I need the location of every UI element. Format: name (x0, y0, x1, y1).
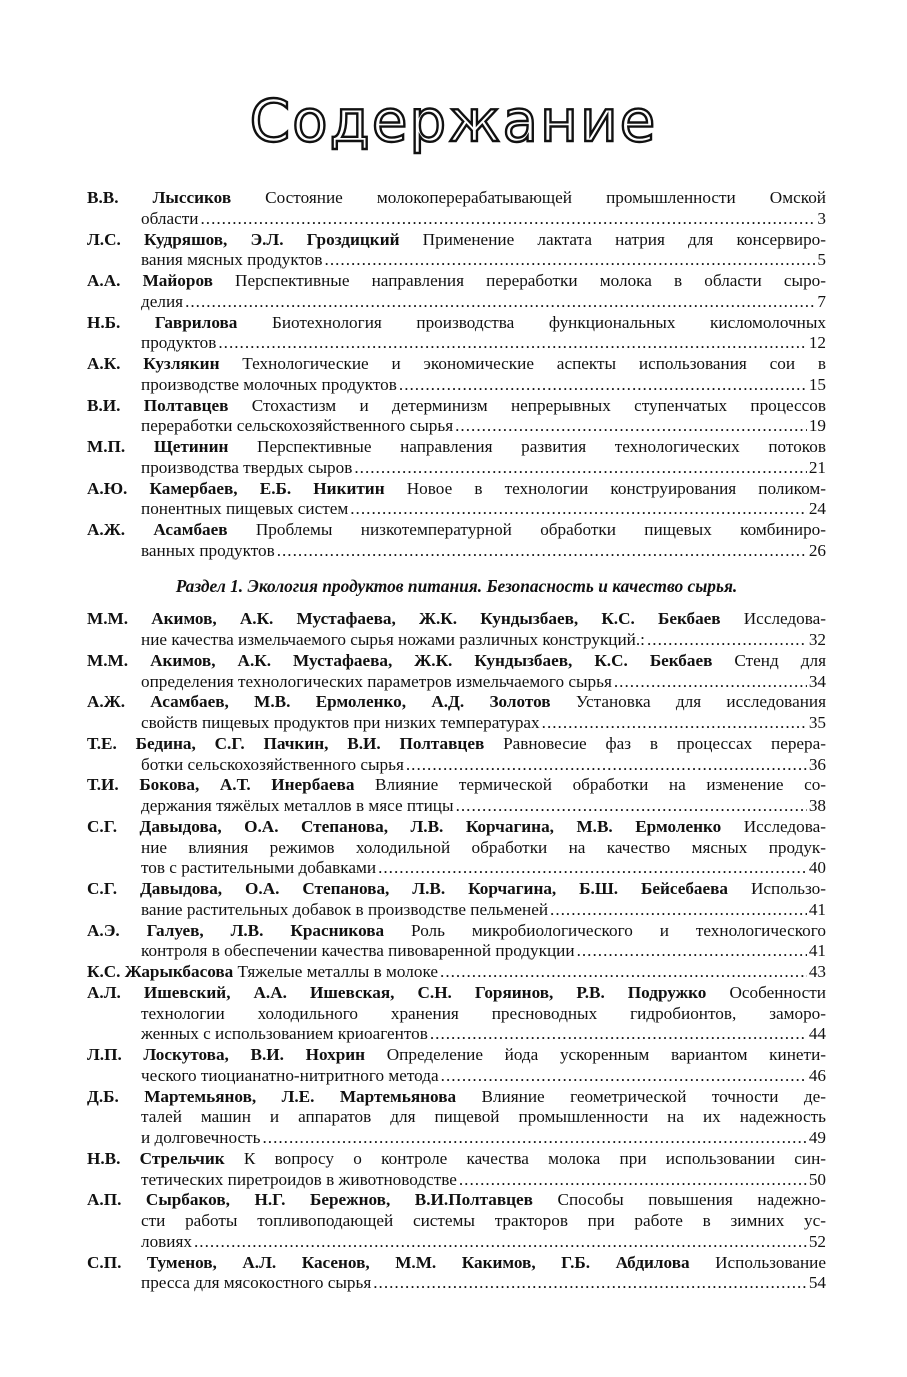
toc-entry-first-line (87, 437, 826, 458)
toc-entry-page: 41 (808, 941, 826, 961)
toc-entry-first-line (87, 609, 827, 630)
toc-entry-title: Новое в технологии конструирования поликом- (384, 478, 826, 498)
dot-leader (373, 1273, 807, 1294)
toc-entry[interactable] (87, 983, 826, 1045)
toc-entry-last-line (141, 1066, 826, 1087)
toc-entry-authors: С.Г. Давыдова, О.А. Степанова, Л.В. Корчагина, М.В. Ермоленко (87, 816, 722, 836)
toc-intro-list (87, 188, 826, 561)
toc-entry-page: 32 (808, 630, 826, 650)
toc-entry-tail: ловиях (141, 1231, 192, 1251)
page-title: Содержание (249, 87, 658, 155)
toc-entry-last-line (141, 941, 826, 962)
toc-entry-tail: понентных пищевых систем (141, 499, 349, 519)
toc-entry-page: 15 (808, 374, 826, 394)
toc-entry-authors: Д.Б. Мартемьянов, Л.Е. Мартемьянова (87, 1086, 457, 1106)
toc-entry-title: Применение лактата натрия для консервиро- (399, 229, 826, 249)
toc-entry-tail: ние качества измельчаемого сырья ножами различных конструкций.: (141, 630, 645, 650)
toc-entry-first-line (87, 520, 826, 541)
toc-entry-title: Состояние молокоперерабатывающей промышленности Омской (231, 188, 826, 207)
toc-entry-title: Способы повышения надежно- (532, 1190, 826, 1210)
toc-entry[interactable] (87, 230, 826, 271)
toc-entry-title: Исследова- (720, 609, 827, 629)
toc-entry-last-line (141, 1232, 826, 1253)
toc-entry-last-line (141, 1170, 826, 1191)
dot-leader (194, 1232, 807, 1253)
toc-entry[interactable] (87, 879, 826, 920)
toc-entry-last-line (141, 630, 826, 651)
toc-entry-tail: ванных продуктов (141, 540, 275, 560)
toc-entry-title: Роль микробиологического и технологического (384, 920, 826, 940)
toc-entry-page: 34 (808, 671, 826, 691)
toc-entry-tail: ческого тиоцианатно-нитритного метода (141, 1065, 439, 1085)
toc-entry-page: 19 (808, 416, 826, 436)
dot-leader (325, 250, 816, 271)
toc-entry-tail: продуктов (141, 333, 217, 353)
toc-entry-tail: переработки сельскохозяйственного сырья (141, 416, 454, 436)
toc-entry-title: Перспективные направления переработки молока в области сыро- (212, 271, 826, 290)
dot-leader (430, 1024, 807, 1045)
toc-entry-last-line (141, 672, 826, 693)
toc-entry[interactable] (87, 1045, 826, 1086)
dot-leader (440, 962, 807, 983)
dot-leader (406, 755, 807, 776)
toc-entry[interactable] (87, 313, 826, 354)
toc-entry-first-line (87, 395, 826, 417)
toc-entry-last-line (141, 416, 826, 437)
toc-entry-page: 40 (808, 858, 826, 878)
toc-entry-first-line (87, 1148, 827, 1170)
toc-entry-tail: ботки сельскохозяйственного сырья (141, 754, 404, 774)
toc-entry[interactable] (87, 479, 826, 520)
toc-entry-tail: производства твердых сыров (141, 457, 353, 477)
toc-entry-tail: и долговечность (141, 1128, 261, 1148)
toc-entry-tail: тов с растительными добавками (141, 858, 377, 878)
toc-entry-first-line (87, 1045, 826, 1066)
toc-entry-authors: А.П. Сырбаков, Н.Г. Бережнов, В.И.Полтавцев (87, 1190, 533, 1210)
toc-entry-tail: пресса для мясокостного сырья (141, 1273, 372, 1293)
toc-entry-authors: М.М. Акимов, А.К. Мустафаева, Ж.К. Кундызбаев, К.С. Бекбаев (87, 650, 713, 670)
toc-entry-title: Стохастизм и детерминизм непрерывных ступенчатых процессов (228, 395, 826, 415)
toc-entry-middle-line: талей машин и аппаратов для пищевой промышленности на их надежность (141, 1107, 826, 1127)
dot-leader (200, 209, 815, 230)
toc-entry-page: 44 (808, 1024, 826, 1044)
dot-leader (647, 630, 807, 651)
toc-entry-first-line (87, 982, 826, 1004)
toc-entry-tail: свойств пищевых продуктов при низких температурах (141, 713, 540, 733)
toc-entry-title: Влияние термической обработки на изменение со- (354, 775, 827, 795)
toc-entry-authors: А.Ж. Асамбаев (87, 520, 228, 539)
toc-entry-first-line (87, 920, 826, 942)
dot-leader (550, 900, 807, 921)
toc-entry-title: Исследова- (721, 816, 826, 836)
toc-entry[interactable] (87, 1087, 826, 1149)
dot-leader (455, 416, 807, 437)
toc-entry[interactable] (87, 188, 826, 229)
toc-entry-page: 54 (808, 1273, 826, 1293)
toc-entry-last-line (141, 858, 826, 879)
toc-entry-line (87, 962, 826, 983)
toc-entry-authors: С.Г. Давыдова, О.А. Степанова, Л.В. Корчагина, Б.Ш. Бейсебаева (87, 879, 729, 899)
toc-entry-title: Влияние геометрической точности де- (456, 1086, 826, 1106)
toc-entry-tail: женных с использованием криоагентов (141, 1024, 428, 1044)
toc-entry-tail: области (141, 208, 199, 228)
toc-entry-page: 52 (808, 1231, 826, 1251)
toc-entry-page: 24 (808, 499, 826, 519)
toc-entry-authors: В.В. Лыссиков (87, 188, 232, 207)
toc-entry[interactable] (87, 651, 826, 692)
toc-entry-authors: Н.В. Стрельчик (87, 1148, 225, 1168)
toc-entry[interactable] (87, 817, 826, 879)
dot-leader (262, 1128, 806, 1149)
toc-entry-tail: делия (141, 291, 184, 311)
toc-entry-authors: Н.Б. Гаврилова (87, 312, 238, 332)
toc-entry-last-line (141, 713, 826, 734)
toc-entry-tail: вания мясных продуктов (141, 250, 323, 270)
toc-entry-tail: вание растительных добавок в производстве пельменей (141, 899, 549, 919)
toc-entry-last-line (141, 1128, 826, 1149)
toc-entry-tail: определения технологических параметров измельчаемого сырья (141, 671, 612, 691)
section-heading: Раздел 1. Экология продуктов питания. Безопасность и качество сырья. (175, 576, 738, 597)
dot-leader (459, 1170, 807, 1191)
toc-entry-middle-line: технологии холодильного хранения пресноводных гидробионтов, заморо- (141, 1003, 826, 1023)
toc-entry-authors: А.Л. Ишевский, А.А. Ишевская, С.Н. Горяинов, Р.В. Подружко (87, 982, 707, 1002)
dot-leader (441, 1066, 807, 1087)
toc-entry-authors: А.К. Кузлякин (87, 354, 220, 373)
toc-entry-first-line (87, 478, 826, 500)
toc-entry-page: 36 (808, 754, 826, 774)
toc-entry-authors: А.Э. Галуев, Л.В. Красникова (87, 920, 385, 940)
toc-entry-first-line (87, 271, 826, 292)
toc-entry-authors: К.С. Жарыкбасова (87, 962, 234, 982)
toc-entry-title: Использование (689, 1252, 826, 1272)
toc-entry-page: 49 (808, 1128, 826, 1148)
toc-entry-first-line (87, 650, 826, 672)
toc-entry-authors: С.П. Туменов, А.Л. Касенов, М.М. Какимов, Г.Б. Абдилова (87, 1252, 690, 1272)
toc-entry-page: 38 (808, 796, 826, 816)
toc-entry-last-line (141, 1024, 826, 1045)
toc-entry[interactable] (87, 692, 826, 733)
toc-entry-authors: А.А. Майоров (87, 271, 213, 290)
toc-entry-page: 3 (817, 208, 826, 228)
toc-entry-title: Перспективные направления развития технологических потоков (228, 437, 826, 456)
toc-entry-page: 12 (808, 333, 826, 353)
toc-entry-title: Использо- (728, 879, 826, 899)
toc-entry-tail: тетических пиретроидов в животноводстве (141, 1169, 457, 1189)
toc-entry-middle-line: ние влияния режимов холодильной обработки на качество мясных продук- (141, 837, 826, 857)
toc-entry-last-line (141, 333, 826, 354)
toc-entry-authors: Л.С. Кудряшов, Э.Л. Гроздицкий (87, 229, 400, 249)
toc-entry[interactable] (87, 437, 826, 478)
toc-entry-page: 26 (808, 540, 826, 560)
toc-entry[interactable] (87, 962, 826, 983)
toc-entry-title: Определение йода ускоренным вариантом кинети- (365, 1045, 826, 1065)
toc-entry[interactable] (87, 396, 826, 437)
toc-entry-first-line (87, 775, 827, 796)
dot-leader (614, 672, 807, 693)
toc-entry-first-line (87, 1252, 826, 1274)
dot-leader (277, 541, 807, 562)
toc-entry-authors: Л.П. Лоскутова, В.И. Нохрин (87, 1045, 366, 1065)
toc-entry[interactable] (87, 1149, 826, 1190)
toc-entry-first-line (87, 188, 826, 209)
toc-entry-last-line (141, 250, 826, 271)
toc-entry-last-line (141, 900, 826, 921)
toc-entry-first-line (87, 733, 826, 755)
toc-entry-title: Тяжелые металлы в молоке (233, 962, 439, 982)
dot-leader (456, 796, 807, 817)
toc-entry-last-line (141, 458, 826, 479)
toc-entry-first-line (87, 229, 826, 251)
toc-entry-title: Технологические и экономические аспекты использования сои в (219, 354, 826, 373)
toc-section1-list (87, 609, 826, 1294)
toc-entry[interactable] (87, 520, 826, 561)
toc-entry-last-line (141, 755, 826, 776)
toc-entry-last-line (141, 292, 826, 313)
toc-entry-page: 21 (808, 457, 826, 477)
toc-entry-last-line (141, 375, 826, 396)
toc-entry-last-line (141, 499, 826, 520)
dot-leader (378, 858, 807, 879)
dot-leader (399, 375, 807, 396)
toc-entry-page: 50 (808, 1169, 826, 1189)
toc-entry-last-line (141, 796, 826, 817)
dot-leader (350, 499, 807, 520)
toc-entry[interactable] (87, 1253, 826, 1294)
toc-entry-tail: держания тяжёлых металлов в мясе птицы (141, 796, 454, 816)
toc-entry-authors: Т.Е. Бедина, С.Г. Пачкин, В.И. Полтавцев (87, 733, 485, 753)
toc-entry[interactable] (87, 354, 826, 395)
toc-entry-title: Установка для исследования (550, 692, 826, 712)
toc-entry-page: 7 (817, 291, 826, 311)
toc-entry-tail: контроля в обеспечении качества пивоваренной продукции (141, 941, 575, 961)
toc-entry-authors: В.И. Полтавцев (87, 395, 229, 415)
toc-entry-last-line (141, 209, 826, 230)
toc-entry[interactable] (87, 775, 826, 816)
toc-entry-page: 41 (808, 899, 826, 919)
toc-entry-title: Биотехнология производства функциональных кисломолочных (237, 312, 826, 332)
toc-entry-title: Равновесие фаз в процессах перера- (484, 733, 826, 753)
toc-entry-first-line (87, 816, 826, 838)
toc-entry-first-line (87, 692, 826, 713)
toc-entry-authors: А.Ю. Камербаев, Е.Б. Никитин (87, 478, 385, 498)
toc-entry-title: К вопросу о контроле качества молока при использовании син- (224, 1148, 827, 1168)
toc-entry-middle-line: сти работы топливоподающей системы тракторов при работе в зимних ус- (141, 1211, 826, 1231)
toc-entry[interactable] (87, 609, 826, 650)
toc-entry[interactable] (87, 1190, 826, 1252)
toc-entry[interactable] (87, 734, 826, 775)
toc-entry-last-line (141, 541, 826, 562)
toc-entry-page: 35 (808, 713, 826, 733)
toc-entry-first-line (87, 1190, 826, 1211)
toc-entry-authors: М.М. Акимов, А.К. Мустафаева, Ж.К. Кундызбаев, К.С. Бекбаев (87, 609, 721, 629)
dot-leader (577, 941, 807, 962)
toc-entry-first-line (87, 354, 826, 375)
toc-entry-authors: М.П. Щетинин (87, 437, 229, 456)
toc-entry-text (87, 962, 438, 983)
table-of-contents (87, 188, 826, 1294)
dot-leader (185, 292, 815, 313)
toc-entry-page: 5 (817, 250, 826, 270)
dot-leader (542, 713, 807, 734)
toc-entry-authors: Т.И. Бокова, А.Т. Инербаева (87, 775, 355, 795)
toc-entry-authors: А.Ж. Асамбаев, М.В. Ермоленко, А.Д. Золотов (87, 692, 551, 712)
toc-entry-tail: производстве молочных продуктов (141, 374, 397, 394)
toc-entry-page: 43 (808, 962, 826, 982)
toc-entry-title: Особенности (706, 982, 826, 1002)
toc-entry-title: Стенд для (712, 650, 826, 670)
toc-entry-title: Проблемы низкотемпературной обработки пищевых комбиниро- (227, 520, 826, 539)
toc-entry-page: 46 (808, 1065, 826, 1085)
toc-entry-first-line (87, 312, 826, 334)
toc-entry-first-line (87, 1086, 826, 1108)
toc-entry-first-line (87, 879, 826, 900)
toc-entry-last-line (141, 1273, 826, 1294)
dot-leader (354, 458, 806, 479)
toc-entry[interactable] (87, 271, 826, 312)
dot-leader (218, 333, 806, 354)
toc-entry[interactable] (87, 921, 826, 962)
